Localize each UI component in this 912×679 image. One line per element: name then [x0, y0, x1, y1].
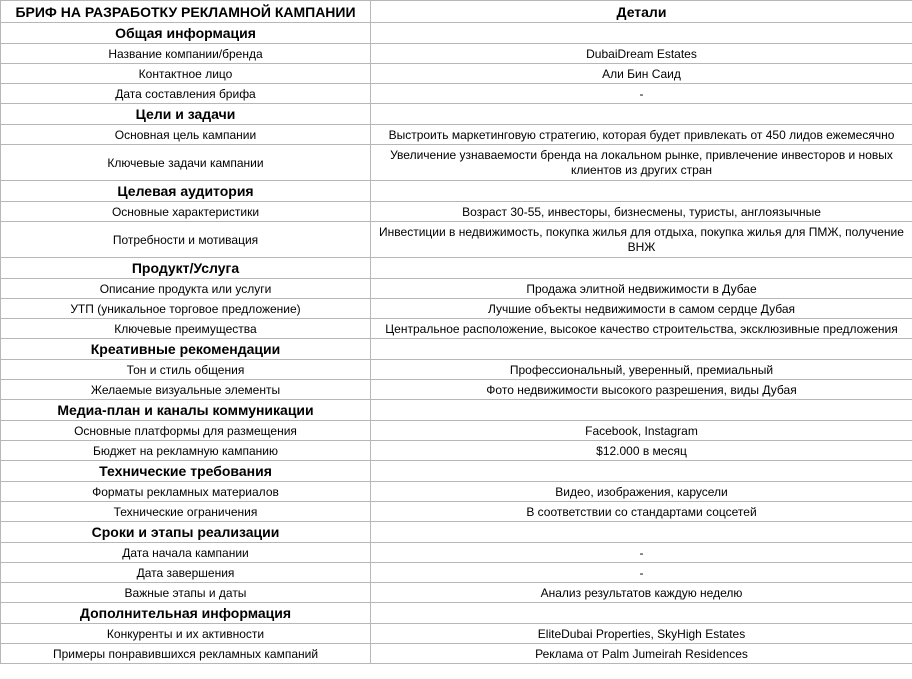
row-value: Видео, изображения, карусели — [371, 482, 912, 502]
row-value: Профессиональный, уверенный, премиальный — [371, 360, 912, 380]
section-empty-cell — [371, 339, 912, 360]
table-row — [1, 502, 912, 522]
table-row — [1, 319, 912, 339]
row-value: Анализ результатов каждую неделю — [371, 583, 912, 603]
section-title: Медиа-план и каналы коммуникации — [1, 400, 371, 421]
section-title: Креативные рекомендации — [1, 339, 371, 360]
row-label: Основные характеристики — [1, 202, 371, 222]
table-row — [1, 360, 912, 380]
row-label: Ключевые преимущества — [1, 319, 371, 339]
row-label: Важные этапы и даты — [1, 583, 371, 603]
table-row — [1, 299, 912, 319]
row-label: Основные платформы для размещения — [1, 421, 371, 441]
row-value: Реклама от Palm Jumeirah Residences — [371, 644, 912, 664]
section-row-creative — [1, 339, 912, 360]
row-label: Дата начала кампании — [1, 543, 371, 563]
row-value: EliteDubai Properties, SkyHigh Estates — [371, 624, 912, 644]
row-label: Технические ограничения — [1, 502, 371, 522]
row-value: Возраст 30-55, инвесторы, бизнесмены, туристы, англоязычные — [371, 202, 912, 222]
table-row — [1, 644, 912, 664]
row-value: Фото недвижимости высокого разрешения, виды Дубая — [371, 380, 912, 400]
table-row — [1, 202, 912, 222]
table-row — [1, 421, 912, 441]
section-empty-cell — [371, 522, 912, 543]
row-value: Лучшие объекты недвижимости в самом сердце Дубая — [371, 299, 912, 319]
table-row — [1, 583, 912, 603]
section-title: Целевая аудитория — [1, 181, 371, 202]
table-row — [1, 84, 912, 104]
section-row-audience — [1, 181, 912, 202]
row-value: $12.000 в месяц — [371, 441, 912, 461]
table-row — [1, 125, 912, 145]
table-row — [1, 543, 912, 563]
row-label: Форматы рекламных материалов — [1, 482, 371, 502]
table-row — [1, 441, 912, 461]
row-label: Описание продукта или услуги — [1, 279, 371, 299]
section-empty-cell — [371, 400, 912, 421]
section-row-general — [1, 23, 912, 44]
table-row — [1, 64, 912, 84]
row-label: Дата составления брифа — [1, 84, 371, 104]
section-row-product — [1, 258, 912, 279]
section-empty-cell — [371, 23, 912, 44]
section-empty-cell — [371, 181, 912, 202]
row-value: DubaiDream Estates — [371, 44, 912, 64]
row-value: - — [371, 84, 912, 104]
row-label: Название компании/бренда — [1, 44, 371, 64]
row-value: В соответствии со стандартами соцсетей — [371, 502, 912, 522]
table-row — [1, 624, 912, 644]
table-row — [1, 222, 912, 258]
table-row — [1, 44, 912, 64]
row-label: УТП (уникальное торговое предложение) — [1, 299, 371, 319]
row-label: Тон и стиль общения — [1, 360, 371, 380]
row-value: - — [371, 543, 912, 563]
section-row-timeline — [1, 522, 912, 543]
row-value: Али Бин Саид — [371, 64, 912, 84]
section-row-technical — [1, 461, 912, 482]
row-value: Увеличение узнаваемости бренда на локальном рынке, привлечение инвесторов и новых клиентов из других стран — [371, 145, 912, 181]
section-empty-cell — [371, 461, 912, 482]
row-label: Потребности и мотивация — [1, 222, 371, 258]
section-title: Технические требования — [1, 461, 371, 482]
row-label: Бюджет на рекламную кампанию — [1, 441, 371, 461]
section-row-goals — [1, 104, 912, 125]
section-title: Общая информация — [1, 23, 371, 44]
row-label: Ключевые задачи кампании — [1, 145, 371, 181]
section-title: Продукт/Услуга — [1, 258, 371, 279]
section-row-additional — [1, 603, 912, 624]
row-value: Центральное расположение, высокое качество строительства, эксклюзивные предложения — [371, 319, 912, 339]
section-empty-cell — [371, 104, 912, 125]
section-empty-cell — [371, 603, 912, 624]
table-row — [1, 563, 912, 583]
row-label: Конкуренты и их активности — [1, 624, 371, 644]
row-label: Основная цель кампании — [1, 125, 371, 145]
row-value: - — [371, 563, 912, 583]
row-value: Facebook, Instagram — [371, 421, 912, 441]
table-row — [1, 145, 912, 181]
section-empty-cell — [371, 258, 912, 279]
row-value: Инвестиции в недвижимость, покупка жилья для отдыха, покупка жилья для ПМЖ, получение ВНЖ — [371, 222, 912, 258]
row-value: Выстроить маркетинговую стратегию, которая будет привлекать от 450 лидов ежемесячно — [371, 125, 912, 145]
section-title: Дополнительная информация — [1, 603, 371, 624]
header-title: БРИФ НА РАЗРАБОТКУ РЕКЛАМНОЙ КАМПАНИИ — [1, 1, 371, 23]
row-label: Желаемые визуальные элементы — [1, 380, 371, 400]
header-row — [1, 1, 912, 23]
table-row — [1, 380, 912, 400]
section-row-media — [1, 400, 912, 421]
table-row — [1, 482, 912, 502]
section-title: Цели и задачи — [1, 104, 371, 125]
row-label: Контактное лицо — [1, 64, 371, 84]
table-row — [1, 279, 912, 299]
row-label: Дата завершения — [1, 563, 371, 583]
section-title: Сроки и этапы реализации — [1, 522, 371, 543]
row-value: Продажа элитной недвижимости в Дубае — [371, 279, 912, 299]
row-label: Примеры понравившихся рекламных кампаний — [1, 644, 371, 664]
header-details: Детали — [371, 1, 912, 23]
